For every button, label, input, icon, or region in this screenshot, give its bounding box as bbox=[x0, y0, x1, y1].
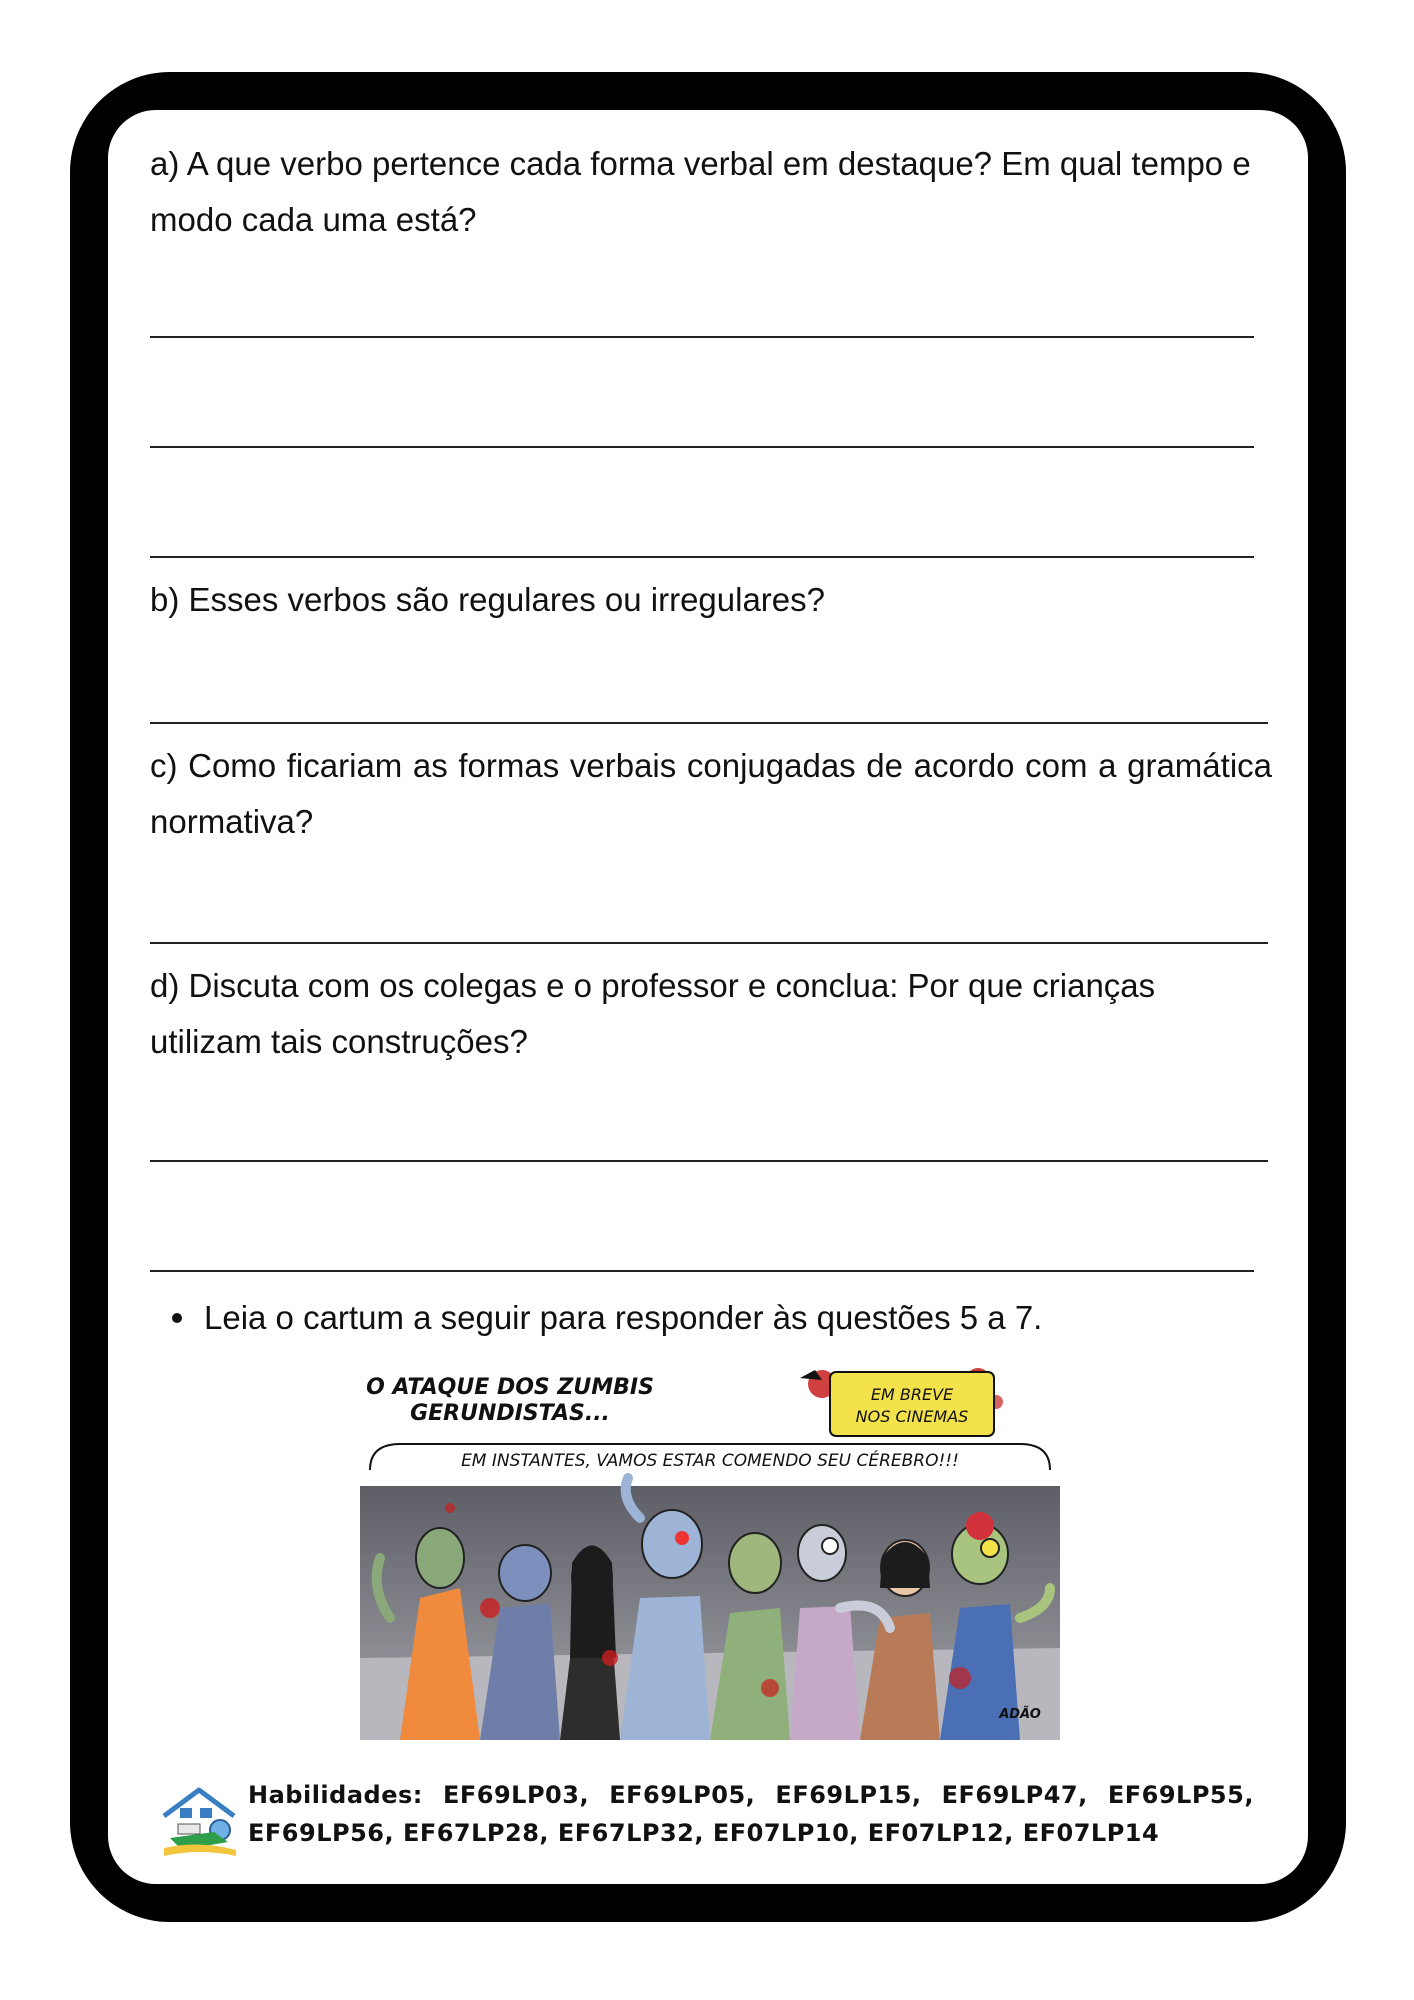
answer-line-a3[interactable] bbox=[150, 556, 1254, 558]
bullet-dot bbox=[172, 1313, 182, 1323]
zombie-crowd bbox=[360, 1478, 1060, 1740]
answer-line-b1[interactable] bbox=[150, 722, 1268, 724]
skill-code: EF69LP05, bbox=[609, 1781, 756, 1809]
cartoon-title-line2: GERUNDISTAS... bbox=[410, 1401, 610, 1426]
cartoon-signature: ADÃO bbox=[999, 1707, 1041, 1722]
answer-line-a1[interactable] bbox=[150, 336, 1254, 338]
speech-text: EM INSTANTES, VAMOS ESTAR COMENDO SEU CÉREBRO!!! bbox=[461, 1451, 959, 1471]
answer-line-d2[interactable] bbox=[150, 1270, 1254, 1272]
answer-line-c1[interactable] bbox=[150, 942, 1268, 944]
skills-block bbox=[248, 1776, 1254, 1852]
question-b: b) Esses verbos são regulares ou irregulares? bbox=[150, 581, 826, 618]
answer-line-a2[interactable] bbox=[150, 446, 1254, 448]
skill-code: EF69LP55, bbox=[1107, 1781, 1254, 1809]
school-logo-icon bbox=[156, 1782, 242, 1862]
instruction-text: Leia o cartum a seguir para responder às questões 5 a 7. bbox=[204, 1299, 1043, 1336]
sign-line1: EM BREVE bbox=[870, 1385, 954, 1404]
sign-line2: NOS CINEMAS bbox=[855, 1407, 969, 1426]
skill-code: EF69LP15, bbox=[775, 1781, 922, 1809]
question-a: a) A que verbo pertence cada forma verbal em destaque? Em qual tempo e modo cada uma está? bbox=[150, 145, 1251, 238]
instruction-bullet bbox=[172, 1290, 1042, 1346]
answer-line-d1[interactable] bbox=[150, 1160, 1268, 1162]
zombie-cartoon bbox=[360, 1358, 1060, 1750]
skill-code: EF69LP47, bbox=[941, 1781, 1088, 1809]
cartoon-title-line1: O ATAQUE DOS ZUMBIS bbox=[366, 1375, 654, 1400]
question-c: c) Como ficariam as formas verbais conjugadas de acordo com a gramática normativa? bbox=[150, 747, 1272, 840]
skills-label: Habilidades: bbox=[248, 1781, 423, 1809]
skill-code: EF69LP03, bbox=[442, 1781, 590, 1809]
coming-soon-sign bbox=[800, 1368, 1003, 1436]
question-d: d) Discuta com os colegas e o professor e conclua: Por que crianças utilizam tais construções? bbox=[150, 967, 1156, 1060]
skills-row1 bbox=[248, 1776, 1254, 1814]
skills-row2: EF69LP56, EF67LP28, EF67LP32, EF07LP10, EF07LP12, EF07LP14 bbox=[248, 1819, 1160, 1847]
